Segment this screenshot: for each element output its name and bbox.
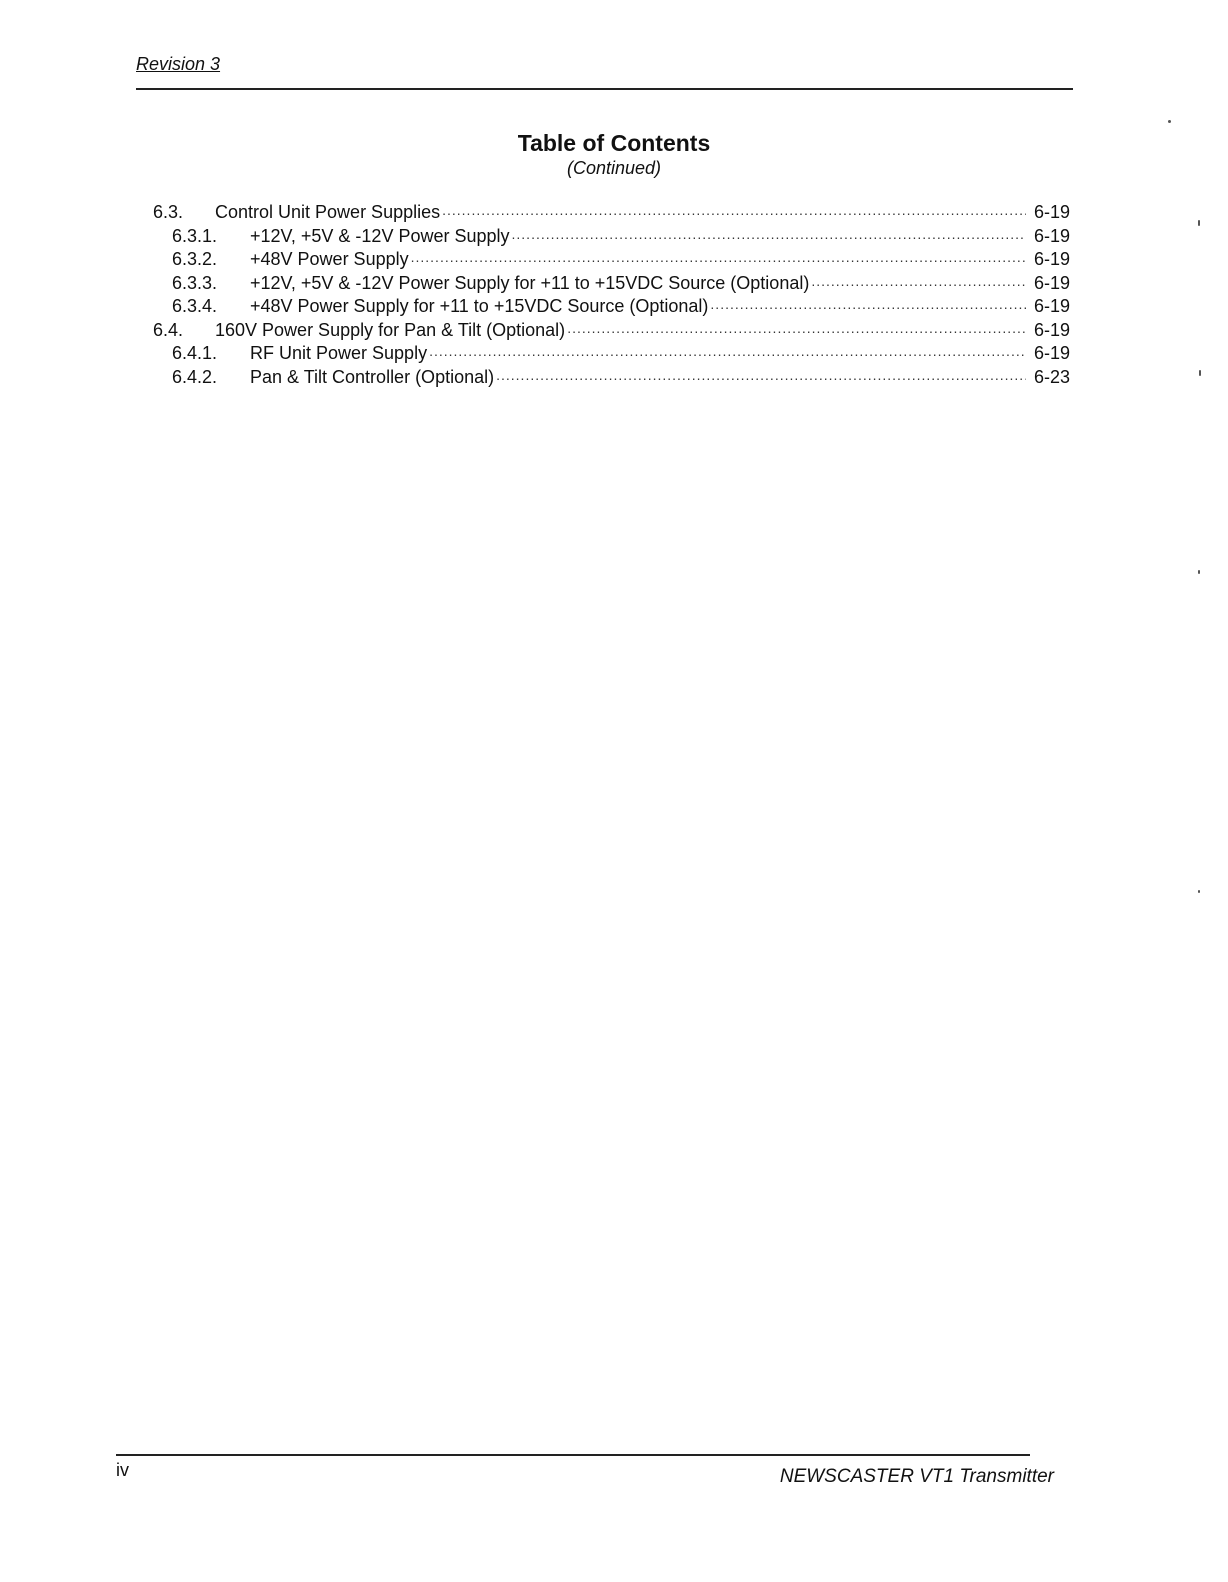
footer-divider — [116, 1454, 1030, 1456]
table-of-contents — [150, 200, 1070, 388]
toc-dot-leader — [512, 224, 1026, 242]
toc-dot-leader — [811, 271, 1026, 289]
toc-dot-leader — [710, 294, 1026, 312]
footer-product-name: NEWSCASTER VT1 Transmitter — [779, 1466, 1054, 1487]
scan-speck — [1198, 220, 1200, 226]
toc-entry-page: 6-19 — [1033, 343, 1070, 363]
toc-entry-number: 6.3.4. — [172, 296, 218, 316]
scan-speck — [1168, 120, 1171, 123]
toc-entry-page: 6-23 — [1033, 366, 1070, 387]
toc-entry[interactable] — [150, 200, 1070, 224]
toc-entry-title: +48V Power Supply — [250, 249, 409, 269]
toc-dot-leader — [496, 365, 1026, 383]
toc-entry-title: +48V Power Supply for +11 to +15VDC Source (Optional) — [250, 296, 709, 316]
toc-entry[interactable] — [150, 365, 1070, 389]
toc-entry[interactable] — [150, 318, 1070, 342]
revision-label: Revision 3 — [136, 54, 221, 74]
toc-entry-page: 6-19 — [1033, 296, 1070, 316]
toc-entry-title: +12V, +5V & -12V Power Supply — [250, 225, 510, 246]
toc-entry-number: 6.3.3. — [172, 272, 218, 293]
toc-entry-title: RF Unit Power Supply — [250, 343, 428, 363]
toc-entry-page: 6-19 — [1033, 249, 1070, 269]
toc-entry[interactable] — [150, 247, 1070, 271]
scan-speck — [1199, 370, 1201, 376]
page-number: iv — [116, 1460, 129, 1480]
toc-entry-title: Pan & Tilt Controller (Optional) — [250, 366, 495, 387]
toc-entry-number: 6.3.1. — [172, 225, 218, 246]
toc-entry[interactable] — [150, 294, 1070, 318]
toc-entry-page: 6-19 — [1033, 319, 1070, 340]
page-subtitle: (Continued) — [566, 158, 662, 178]
toc-entry-number: 6.4. — [153, 319, 184, 340]
toc-entry[interactable] — [150, 224, 1070, 248]
toc-entry-page: 6-19 — [1033, 225, 1070, 246]
toc-entry-title: 160V Power Supply for Pan & Tilt (Optional) — [215, 319, 566, 340]
toc-entry-title: +12V, +5V & -12V Power Supply for +11 to +15VDC Source (Optional) — [250, 272, 810, 293]
toc-entry-title: Control Unit Power Supplies — [215, 202, 441, 222]
page-title: Table of Contents — [517, 130, 711, 156]
toc-dot-leader — [567, 318, 1026, 336]
toc-dot-leader — [411, 247, 1026, 265]
toc-entry-number: 6.4.2. — [172, 366, 218, 387]
toc-entry-number: 6.3.2. — [172, 249, 218, 269]
toc-entry-page: 6-19 — [1033, 202, 1070, 222]
toc-entry[interactable] — [150, 341, 1070, 365]
toc-dot-leader — [442, 200, 1026, 218]
scan-speck — [1198, 570, 1200, 574]
scan-speck — [1198, 890, 1200, 893]
page-header — [136, 54, 1073, 90]
toc-entry-number: 6.4.1. — [172, 343, 218, 363]
toc-dot-leader — [429, 341, 1026, 359]
toc-entry-page: 6-19 — [1033, 272, 1070, 293]
toc-entry-number: 6.3. — [153, 202, 184, 222]
toc-entry[interactable] — [150, 271, 1070, 295]
